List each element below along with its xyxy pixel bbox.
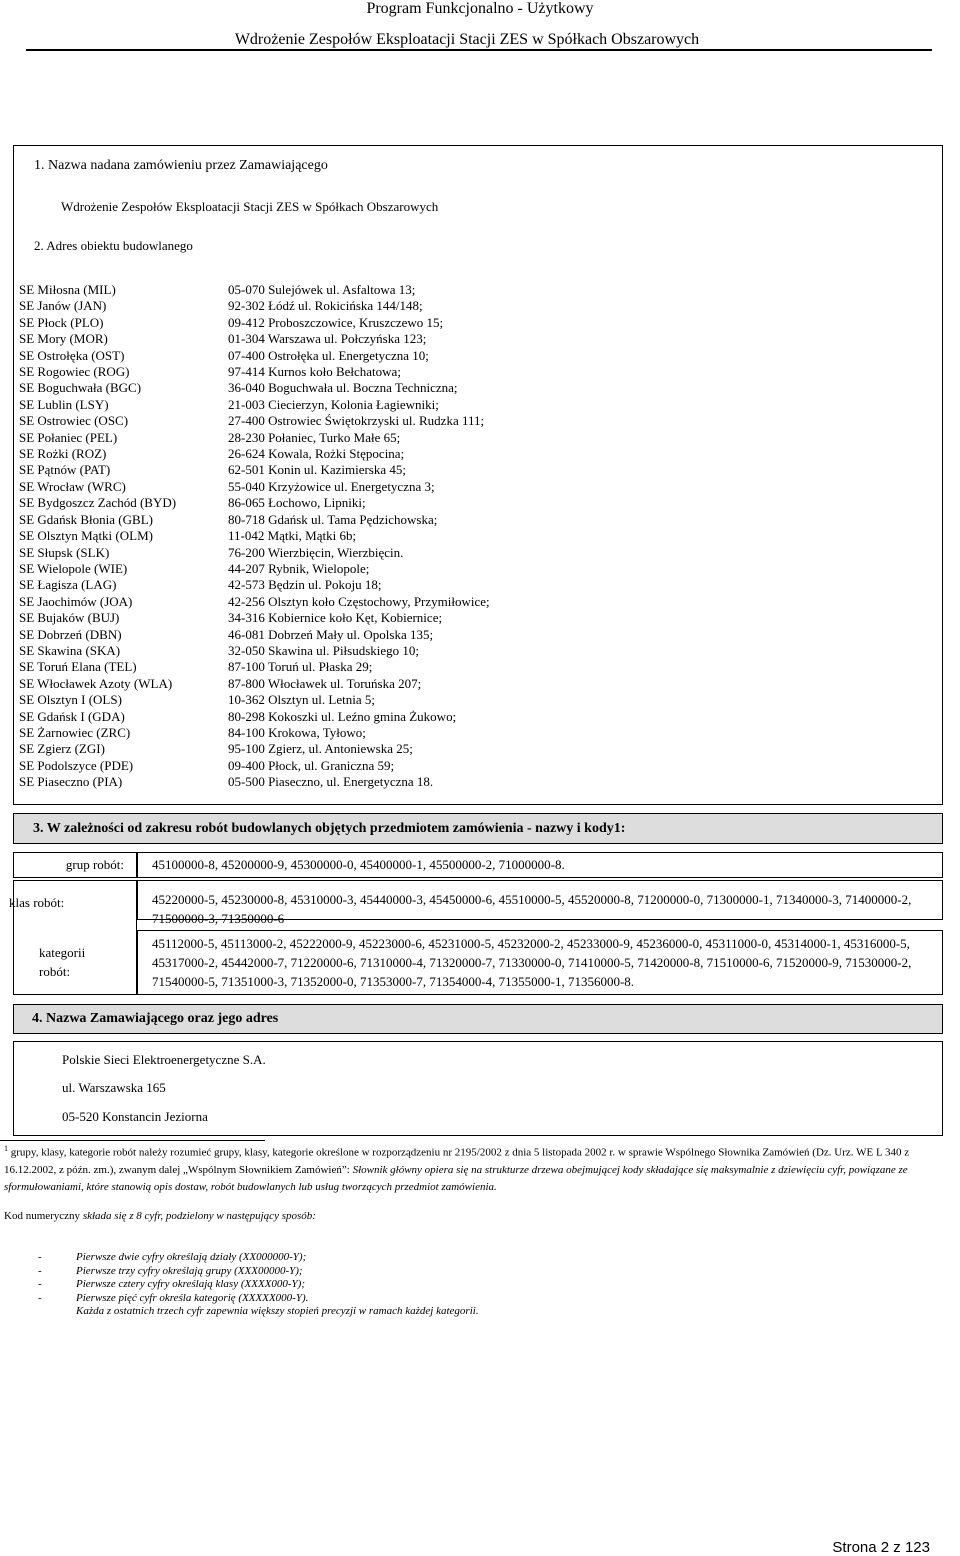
site-address: 05-500 Piaseczno, ul. Energetyczna 18. [228, 774, 434, 790]
site-name: SE Jaochimów (JOA) [19, 593, 133, 609]
address-row [19, 594, 490, 610]
site-address: 05-070 Sulejówek ul. Asfaltowa 13; [228, 282, 416, 297]
address-row [19, 430, 490, 446]
site-address: 46-081 Dobrzeń Mały ul. Opolska 135; [228, 626, 434, 642]
header-rule [26, 49, 932, 51]
site-address: 84-100 Krokowa, Tyłowo; [228, 724, 366, 740]
site-name: SE Wrocław (WRC) [19, 478, 126, 494]
site-address: 26-624 Kowala, Rożki Stępocina; [228, 446, 405, 462]
address-row [19, 659, 490, 675]
kat-label-1: kategorii [39, 945, 86, 960]
page-number: Strona 2 z 123 [832, 1539, 930, 1556]
address-row [19, 758, 490, 774]
list-last-line: Każda z ostatnich trzech cyfr zapewnia większy stopień precyzji w ramach każdej kategorii. [76, 1305, 479, 1317]
address-row [19, 380, 490, 396]
site-address: 21-003 Ciecierzyn, Kolonia Łagiewniki; [228, 396, 439, 412]
code-intro [4, 1210, 316, 1222]
site-address: 55-040 Krzyżowice ul. Energetyczna 3; [228, 478, 435, 494]
site-name: SE Gdańsk I (GDA) [19, 708, 125, 724]
address-row [19, 577, 490, 593]
address-row [19, 331, 490, 347]
site-name: SE Piaseczno (PIA) [19, 774, 123, 790]
site-address: 87-100 Toruń ul. Płaska 29; [228, 659, 373, 675]
footnote-text: grupy, klasy, kategorie robót należy rozumieć grupy, klasy, kategorie określone w rozporządzeniu nr 2195/2002 z dnia 5 listopada 2002 r. w sprawie Wspólnego Słownika Zamówień (Dz. Urz. WE L 340 z 16.12.2002, z późn. zm.), zwanym dalej „Wspólnym Słownikiem Zamówień”: [4, 1146, 910, 1176]
site-address: 76-200 Wierzbięcin, Wierzbięcin. [228, 544, 404, 560]
site-address: 10-362 Olsztyn ul. Letnia 5; [228, 692, 375, 708]
site-name: SE Połaniec (PEL) [19, 429, 118, 445]
client-name: Polskie Sieci Elektroenergetyczne S.A. [62, 1052, 266, 1067]
site-address: 62-501 Konin ul. Kazimierska 45; [228, 462, 406, 478]
site-name: SE Żarnowiec (ZRC) [19, 724, 131, 740]
address-row [19, 725, 490, 741]
section-1-title: 1. Nazwa nadana zamówieniu przez Zamawiającego [34, 158, 328, 173]
site-address: 80-298 Kokoszki ul. Leźno gmina Żukowo; [228, 708, 457, 724]
site-name: SE Skawina (SKA) [19, 642, 121, 658]
address-row [19, 462, 490, 478]
address-row [19, 495, 490, 511]
address-row [19, 348, 490, 364]
site-name: SE Ostrołęka (OST) [19, 347, 125, 363]
site-name: SE Łagisza (LAG) [19, 577, 117, 593]
kat-value: 45112000-5, 45113000-2, 45222000-9, 45223000-6, 45231000-5, 45232000-2, 45233000-9, 45236000-0, 45311000-0, 45314000-1, 45316000-5, 45317000-2, 45442000-7, 71220000-6, 71310000-4, 71320000-7, 71330000-0, 71410000-5, 71420000-8, 71510000-6, 71520000-9, 71530000-2, 71540000-5, 71351000-3, 71352000-0, 71353000-7, 71354000-4, 71355000-1, 71356000-8. [137, 930, 943, 995]
site-address: 07-400 Ostrołęka ul. Energetyczna 10; [228, 347, 429, 363]
list-item: - Pierwsze trzy cyfry określają grupy (XXX00000-Y); [38, 1264, 303, 1277]
site-name: SE Wielopole (WIE) [19, 560, 128, 576]
grp-value: 45100000-8, 45200000-9, 45300000-0, 45400000-1, 45500000-2, 71000000-8. [137, 852, 943, 878]
site-name: SE Toruń Elana (TEL) [19, 659, 137, 675]
site-name: SE Boguchwała (BGC) [19, 380, 142, 396]
order-name: Wdrożenie Zespołów Eksploatacji Stacji ZES w Spółkach Obszarowych [61, 199, 439, 214]
site-name: SE Janów (JAN) [19, 298, 107, 314]
site-name: SE Płock (PLO) [19, 314, 104, 330]
section-4-title: 4. Nazwa Zamawiającego oraz jego adres [13, 1004, 943, 1034]
code-list [38, 1251, 479, 1319]
address-row [19, 479, 490, 495]
list-item: - Pierwsze pięć cyfr określa kategorię (XXXXX000-Y). [38, 1291, 309, 1304]
site-name: SE Słupsk (SLK) [19, 544, 110, 560]
address-row [19, 528, 490, 544]
site-address: 34-316 Kobiernice koło Kęt, Kobiernice; [228, 610, 443, 626]
klas-label: klas robót: [9, 895, 65, 910]
program-title: Program Funkcjonalno - Użytkowy [366, 0, 594, 17]
site-address: 09-412 Proboszczowice, Kruszczewo 15; [228, 314, 444, 330]
address-row [19, 282, 490, 298]
site-name: SE Rożki (ROZ) [19, 446, 107, 462]
address-row [19, 364, 490, 380]
address-row [19, 298, 490, 314]
footnote-marker: 1 [4, 1144, 8, 1153]
site-name: SE Bujaków (BUJ) [19, 610, 120, 626]
site-address: 97-414 Kurnos koło Bełchatowa; [228, 364, 401, 380]
site-name: SE Mory (MOR) [19, 331, 108, 347]
site-address: 92-302 Łódź ul. Rokicińska 144/148; [228, 298, 423, 314]
client-city: 05-520 Konstancin Jeziorna [62, 1109, 208, 1124]
section-2-title: 2. Adres obiektu budowlanego [34, 238, 193, 253]
list-item: - Pierwsze dwie cyfry określają działy (XX000000-Y); [38, 1251, 307, 1263]
site-address: 44-207 Rybnik, Wielopole; [228, 560, 370, 576]
klas-value: 45220000-5, 45230000-8, 45310000-3, 45440000-3, 45450000-6, 45510000-5, 45520000-8, 71200000-0, 71300000-1, 71340000-3, 71400000-2, 71500000-3, 71350000-6 [137, 880, 943, 920]
site-address: 42-573 Będzin ul. Pokoju 18; [228, 577, 382, 593]
list-item: - Pierwsze cztery cyfry określają klasy (XXXX000-Y); [38, 1278, 305, 1290]
site-address: 09-400 Płock, ul. Graniczna 59; [228, 757, 395, 773]
footnote [4, 1140, 934, 1196]
address-row [19, 741, 490, 757]
site-name: SE Zgierz (ZGI) [19, 741, 105, 757]
section-3-title: 3. W zależności od zakresu robót budowlanych objętych przedmiotem zamówienia - nazwy i kody1: [13, 813, 943, 844]
site-name: SE Rogowiec (ROG) [19, 364, 130, 380]
code-intro-2: składa się z 8 cyfr, podzielony w następujący sposób: [82, 1210, 316, 1222]
site-address: 28-230 Połaniec, Turko Małe 65; [228, 429, 401, 445]
site-name: SE Olsztyn I (OLS) [19, 692, 122, 708]
site-name: SE Lublin (LSY) [19, 396, 109, 412]
kat-label [39, 943, 85, 981]
address-row [19, 692, 490, 708]
site-name: SE Miłosna (MIL) [19, 282, 116, 297]
address-row [19, 315, 490, 331]
site-address: 27-400 Ostrowiec Świętokrzyski ul. Rudzka 111; [228, 413, 485, 429]
site-name: SE Olsztyn Mątki (OLM) [19, 528, 153, 544]
address-row [19, 446, 490, 462]
site-name: SE Gdańsk Błonia (GBL) [19, 511, 153, 527]
site-name: SE Bydgoszcz Zachód (BYD) [19, 495, 177, 511]
address-row [19, 610, 490, 626]
address-row [19, 676, 490, 692]
code-intro-1: Kod numeryczny [4, 1210, 83, 1222]
kat-label-2: robót: [39, 964, 71, 979]
address-row [19, 627, 490, 643]
site-address: 32-050 Skawina ul. Piłsudskiego 10; [228, 642, 420, 658]
address-row [19, 512, 490, 528]
address-row [19, 397, 490, 413]
site-name: SE Ostrowiec (OSC) [19, 413, 129, 429]
site-address: 80-718 Gdańsk ul. Tama Pędzichowska; [228, 511, 438, 527]
section-1-2-box [13, 145, 943, 805]
site-address: 01-304 Warszawa ul. Połczyńska 123; [228, 331, 427, 347]
address-row [19, 413, 490, 429]
section-4-box [13, 1041, 943, 1136]
site-address: 86-065 Łochowo, Lipniki; [228, 495, 366, 511]
client-street: ul. Warszawska 165 [62, 1080, 166, 1095]
site-name: SE Dobrzeń (DBN) [19, 626, 122, 642]
site-name: SE Podolszyce (PDE) [19, 757, 134, 773]
site-name: SE Pątnów (PAT) [19, 462, 111, 478]
address-row [19, 709, 490, 725]
site-address: 95-100 Zgierz, ul. Antoniewska 25; [228, 741, 413, 757]
grp-label: grup robót: [13, 852, 137, 878]
klas-kat-label-cell [9, 880, 137, 995]
address-row [19, 561, 490, 577]
site-address: 87-800 Włocławek ul. Toruńska 207; [228, 675, 422, 691]
address-row [19, 643, 490, 659]
project-title: Wdrożenie Zespołów Eksploatacji Stacji ZES w Spółkach Obszarowych [234, 31, 700, 48]
site-address: 42-256 Olsztyn koło Częstochowy, Przymiłowice; [228, 593, 490, 609]
address-list [19, 282, 490, 791]
site-name: SE Włocławek Azoty (WLA) [19, 675, 173, 691]
address-row [19, 545, 490, 561]
site-address: 36-040 Boguchwała ul. Boczna Techniczna; [228, 380, 458, 396]
address-row [19, 774, 490, 790]
footnote-italic: Słownik główny opiera się na strukturze drzewa obejmującej kody składające się maksymalnie z dziewięciu cyfr, powiązane ze sformułowaniami, które stanowią opis dostaw, robót budowlanych lub usług tworzących przedmiot zamówienia. [4, 1163, 908, 1193]
site-address: 11-042 Mątki, Mątki 6b; [228, 528, 357, 544]
grp-row [0, 852, 960, 878]
